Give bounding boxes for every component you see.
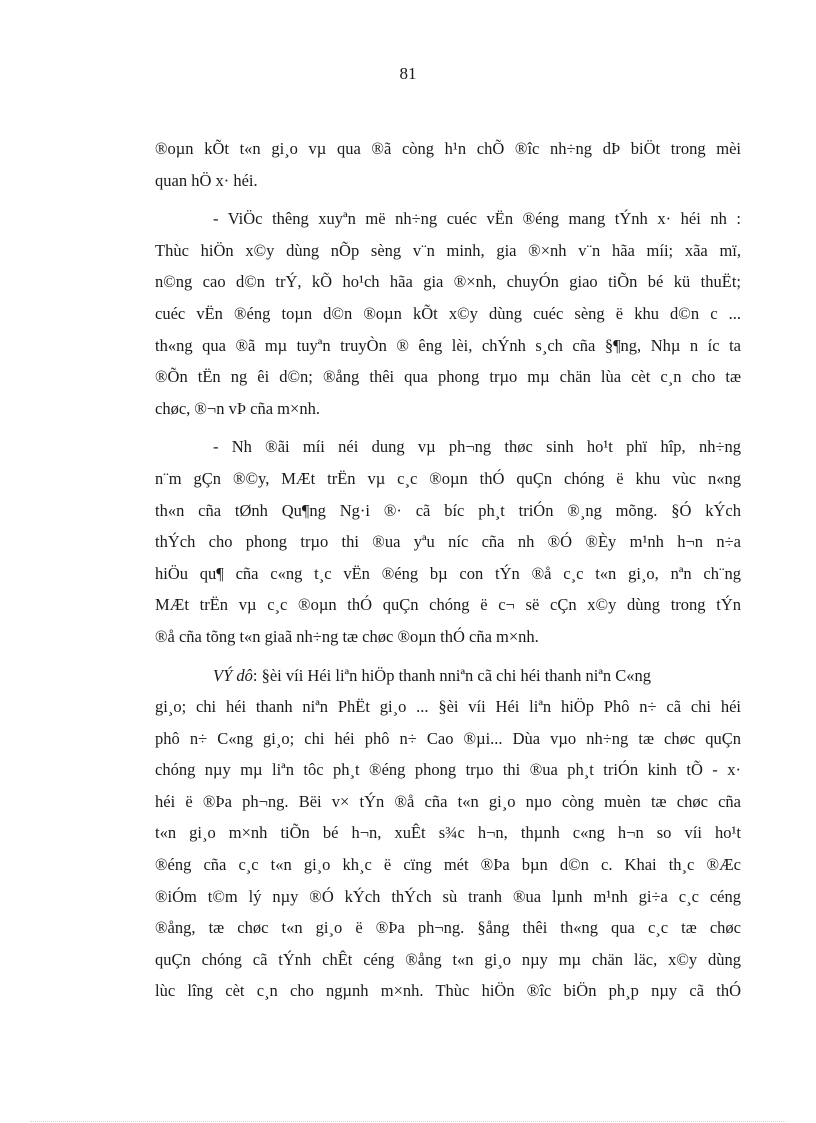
text-line-rest: : §èi víi Héi liªn hiÖp thanh nniªn cã chi héi thanh niªn C«ng — [252, 665, 652, 685]
example-lead: VÝ dô — [213, 665, 253, 685]
text-line: t«n gi¸o m×nh tiÕn bé h¬n, xuÊt s¾c h¬n, thµnh c«ng h¬n so víi ho¹t — [155, 823, 741, 843]
text-line: phô n÷ C«ng gi¸o; chi héi phô n÷ Cao ®µi... Dùa vµo nh÷ng tæ chøc quÇn — [155, 728, 741, 748]
paragraph — [155, 133, 741, 196]
text-line: chóng nµy mµ liªn tôc ph¸t ®éng phong trµo thi ®ua ph¸t triÓn kinh tÕ - x· — [155, 760, 741, 780]
page-bottom-rule — [30, 1121, 786, 1122]
text-line: MÆt trËn vµ c¸c ®oµn thÓ quÇn chóng ë c¬ së cÇn x©y dùng trong tÝn — [155, 595, 741, 615]
paragraph — [155, 431, 741, 652]
text-line: - ViÖc thêng xuyªn më nh÷ng cuéc vËn ®éng mang tÝnh x· héi nh : — [213, 209, 741, 229]
text-line: quÇn chóng cã tÝnh chÊt céng ®ång t«n gi¸o nµy mµ chän läc, x©y dùng — [155, 949, 741, 969]
text-line: n©ng cao d©n trÝ, kÕ ho¹ch hãa gia ®×nh, chuyÓn giao tiÕn bé kü thuËt; — [155, 272, 741, 292]
text-line: thÝch cho phong trµo thi ®ua yªu níc cña nh ®Ó ®Èy m¹nh h¬n n÷a — [155, 532, 741, 552]
text-line: lùc lîng cèt c¸n cho ngµnh m×nh. Thùc hiÖn ®îc biÖn ph¸p nµy cã thÓ — [155, 981, 741, 1001]
text-line: quan hÖ x· héi. — [155, 170, 258, 190]
text-line: chøc, ®¬n vÞ cña m×nh. — [155, 398, 320, 418]
text-line: - Nh ®ãi míi néi dung vµ ph¬ng thøc sinh ho¹t phï hîp, nh÷ng — [213, 437, 741, 457]
text-line: hiÖu qu¶ cña c«ng t¸c vËn ®éng bµ con tÝn ®å c¸c t«n gi¸o, nªn ch¨ng — [155, 563, 741, 583]
text-line: n¨m gÇn ®©y, MÆt trËn vµ c¸c ®oµn thÓ quÇn chóng ë khu vùc n«ng — [155, 468, 741, 488]
text-line: th«n cña tØnh Qu¶ng Ng·i ®· cã bíc ph¸t triÓn ®¸ng mõng. §Ó kÝch — [155, 500, 741, 520]
text-line: ®oµn kÕt t«n gi¸o vµ qua ®ã còng h¹n chÕ ®îc nh÷ng dÞ biÖt trong mèi — [155, 139, 741, 158]
text-line — [155, 660, 741, 692]
text-line: th«ng qua ®ã mµ tuyªn truyÒn ® êng lèi, chÝnh s¸ch cña §¶ng, Nhµ n íc ta — [155, 335, 741, 355]
body-text — [155, 133, 741, 1007]
text-line: Thùc hiÖn x©y dùng nÕp sèng v¨n minh, gia ®×nh v¨n hãa míi; xãa mï, — [155, 240, 741, 260]
paragraph — [155, 660, 741, 1008]
page-number: 81 — [399, 64, 417, 83]
text-line: ®ång, tæ chøc t«n gi¸o ë ®Þa ph¬ng. §ång thêi th«ng qua c¸c tæ chøc — [155, 918, 741, 938]
text-line: gi¸o; chi héi thanh niªn PhËt gi¸o ... §èi víi Héi liªn hiÖp Phô n÷ cã chi héi — [155, 697, 741, 717]
text-line: cuéc vËn ®éng toµn d©n ®oµn kÕt x©y dùng cuéc sèng ë khu d©n c ... — [155, 303, 741, 323]
text-line: ®Õn tËn ng êi d©n; ®ång thêi qua phong trµo mµ chän lùa cèt c¸n cho tæ — [155, 367, 741, 387]
text-line: ®å cña tõng t«n giaã nh÷ng tæ chøc ®oµn thÓ cña m×nh. — [155, 626, 539, 646]
text-line: ®iÓm t©m lý nµy ®Ó kÝch thÝch sù tranh ®ua lµnh m¹nh gi÷a c¸c céng — [155, 886, 741, 906]
text-line: ®éng cña c¸c t«n gi¸o kh¸c ë cïng mét ®Þa bµn d©n c. Khai th¸c ®Æc — [155, 855, 741, 875]
paragraph — [155, 203, 741, 424]
text-line: héi ë ®Þa ph¬ng. Bëi v× tÝn ®å cña t«n gi¸o nµo còng muèn tæ chøc cña — [155, 791, 741, 811]
